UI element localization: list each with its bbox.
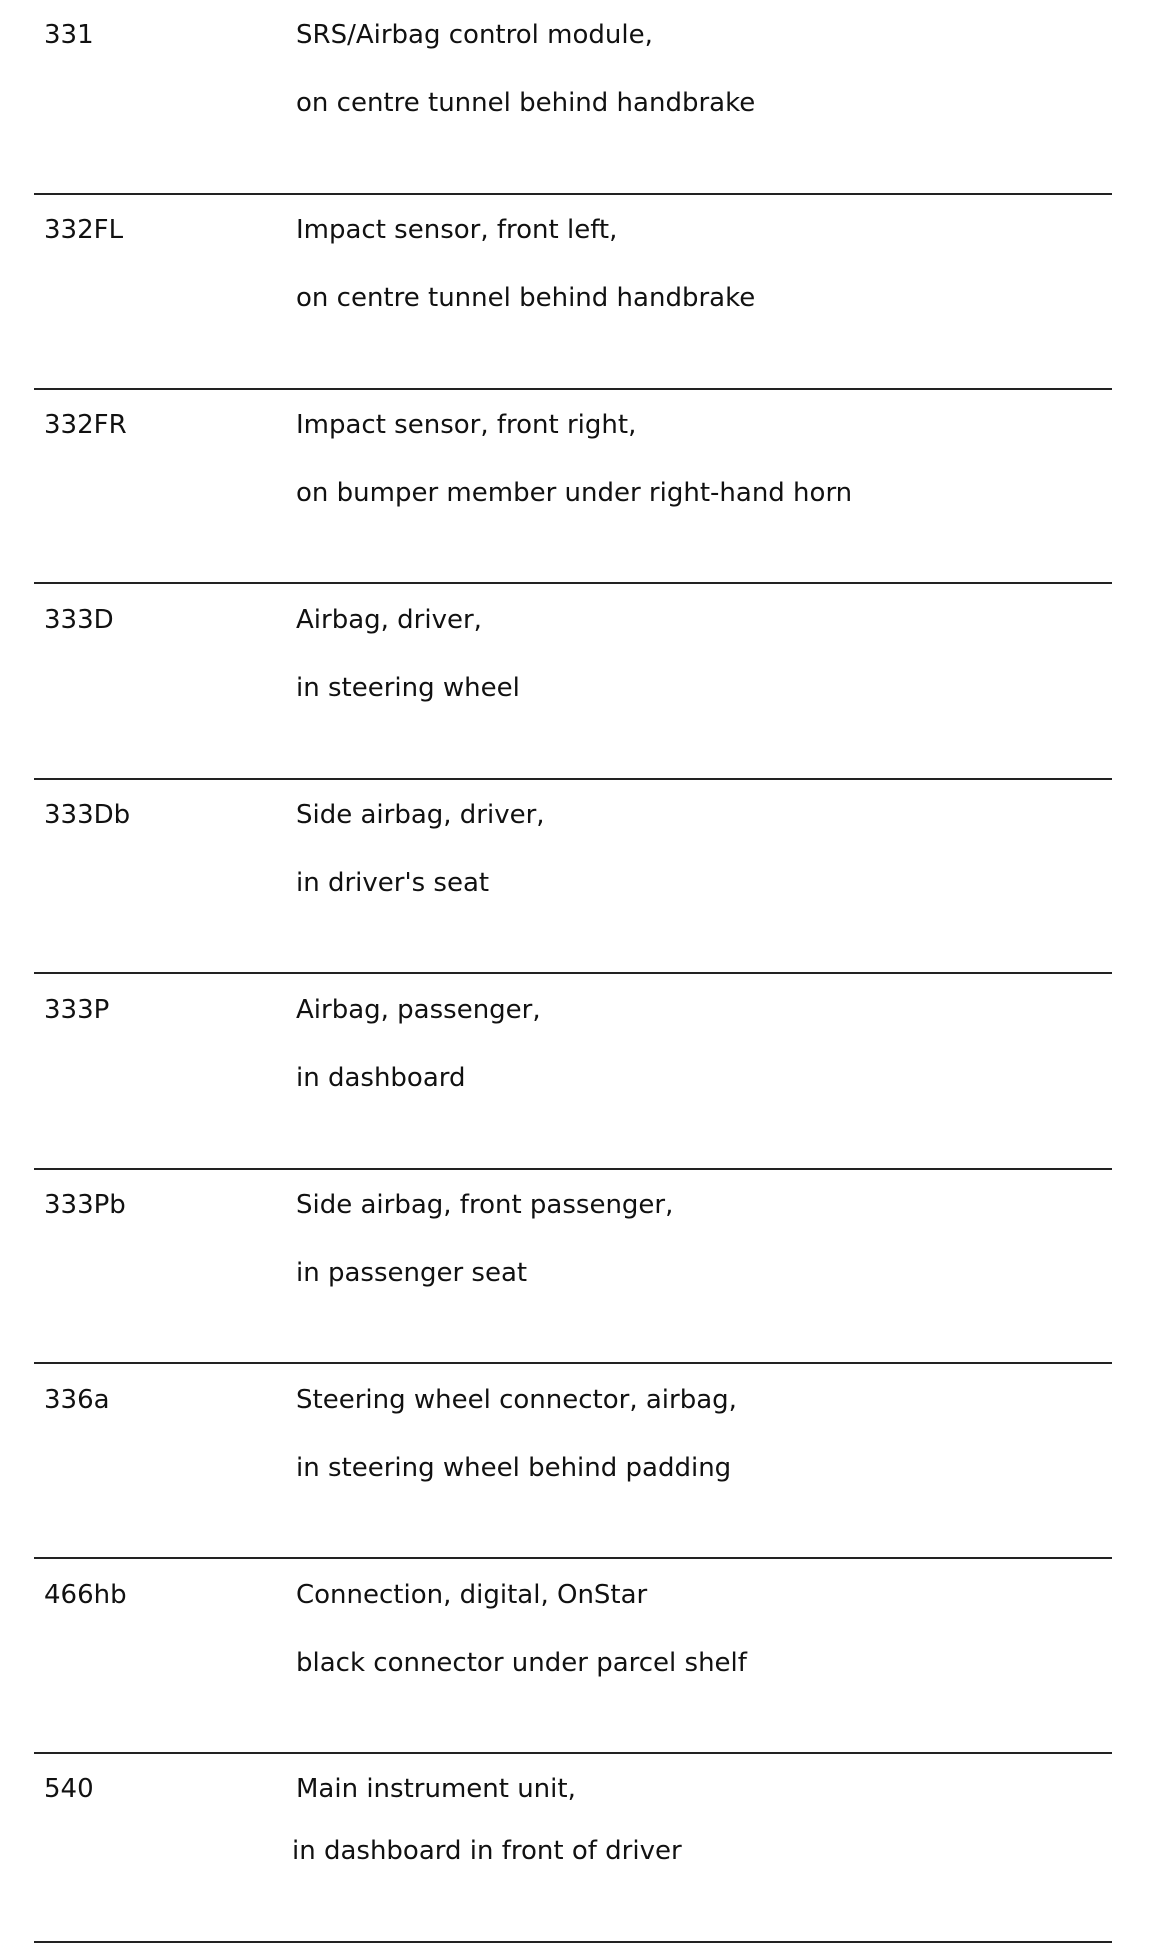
component-entry [0, 1766, 1152, 1946]
component-description: Side airbag, driver, [296, 800, 545, 830]
divider [34, 1557, 1112, 1559]
divider [34, 193, 1112, 195]
component-location: in steering wheel [296, 673, 520, 703]
component-code: 336a [44, 1385, 110, 1415]
component-entry [0, 597, 1152, 777]
component-code: 540 [44, 1774, 94, 1804]
divider [34, 582, 1112, 584]
component-code: 333D [44, 605, 114, 635]
component-entry [0, 12, 1152, 192]
divider [34, 1168, 1112, 1170]
component-entry [0, 792, 1152, 972]
component-code: 332FL [44, 215, 124, 245]
divider [34, 1941, 1112, 1943]
component-description: Impact sensor, front left, [296, 215, 618, 245]
component-location: on centre tunnel behind handbrake [296, 88, 756, 118]
divider [34, 1752, 1112, 1754]
component-location: in passenger seat [296, 1258, 528, 1288]
component-description: Connection, digital, OnStar [296, 1580, 648, 1610]
component-location: black connector under parcel shelf [296, 1648, 747, 1678]
component-location: in steering wheel behind padding [296, 1453, 732, 1483]
component-code: 332FR [44, 410, 127, 440]
component-location: on centre tunnel behind handbrake [296, 283, 756, 313]
component-entry [0, 207, 1152, 387]
component-entry [0, 402, 1152, 582]
component-description: Impact sensor, front right, [296, 410, 637, 440]
component-location: in dashboard [296, 1063, 466, 1093]
component-location: in dashboard in front of driver [292, 1836, 682, 1866]
component-description: Main instrument unit, [296, 1774, 576, 1804]
component-entry [0, 1182, 1152, 1362]
component-location: on bumper member under right-hand horn [296, 478, 853, 508]
component-code: 333P [44, 995, 110, 1025]
component-description: Steering wheel connector, airbag, [296, 1385, 737, 1415]
component-code: 466hb [44, 1580, 127, 1610]
component-code: 333Db [44, 800, 131, 830]
component-entry [0, 987, 1152, 1167]
component-description: Airbag, driver, [296, 605, 482, 635]
component-description: SRS/Airbag control module, [296, 20, 653, 50]
component-code: 333Pb [44, 1190, 126, 1220]
divider [34, 1362, 1112, 1364]
component-entry [0, 1572, 1152, 1752]
divider [34, 388, 1112, 390]
component-location: in driver's seat [296, 868, 490, 898]
component-entry [0, 1377, 1152, 1557]
component-description: Side airbag, front passenger, [296, 1190, 674, 1220]
divider [34, 972, 1112, 974]
component-code: 331 [44, 20, 94, 50]
component-description: Airbag, passenger, [296, 995, 541, 1025]
divider [34, 778, 1112, 780]
